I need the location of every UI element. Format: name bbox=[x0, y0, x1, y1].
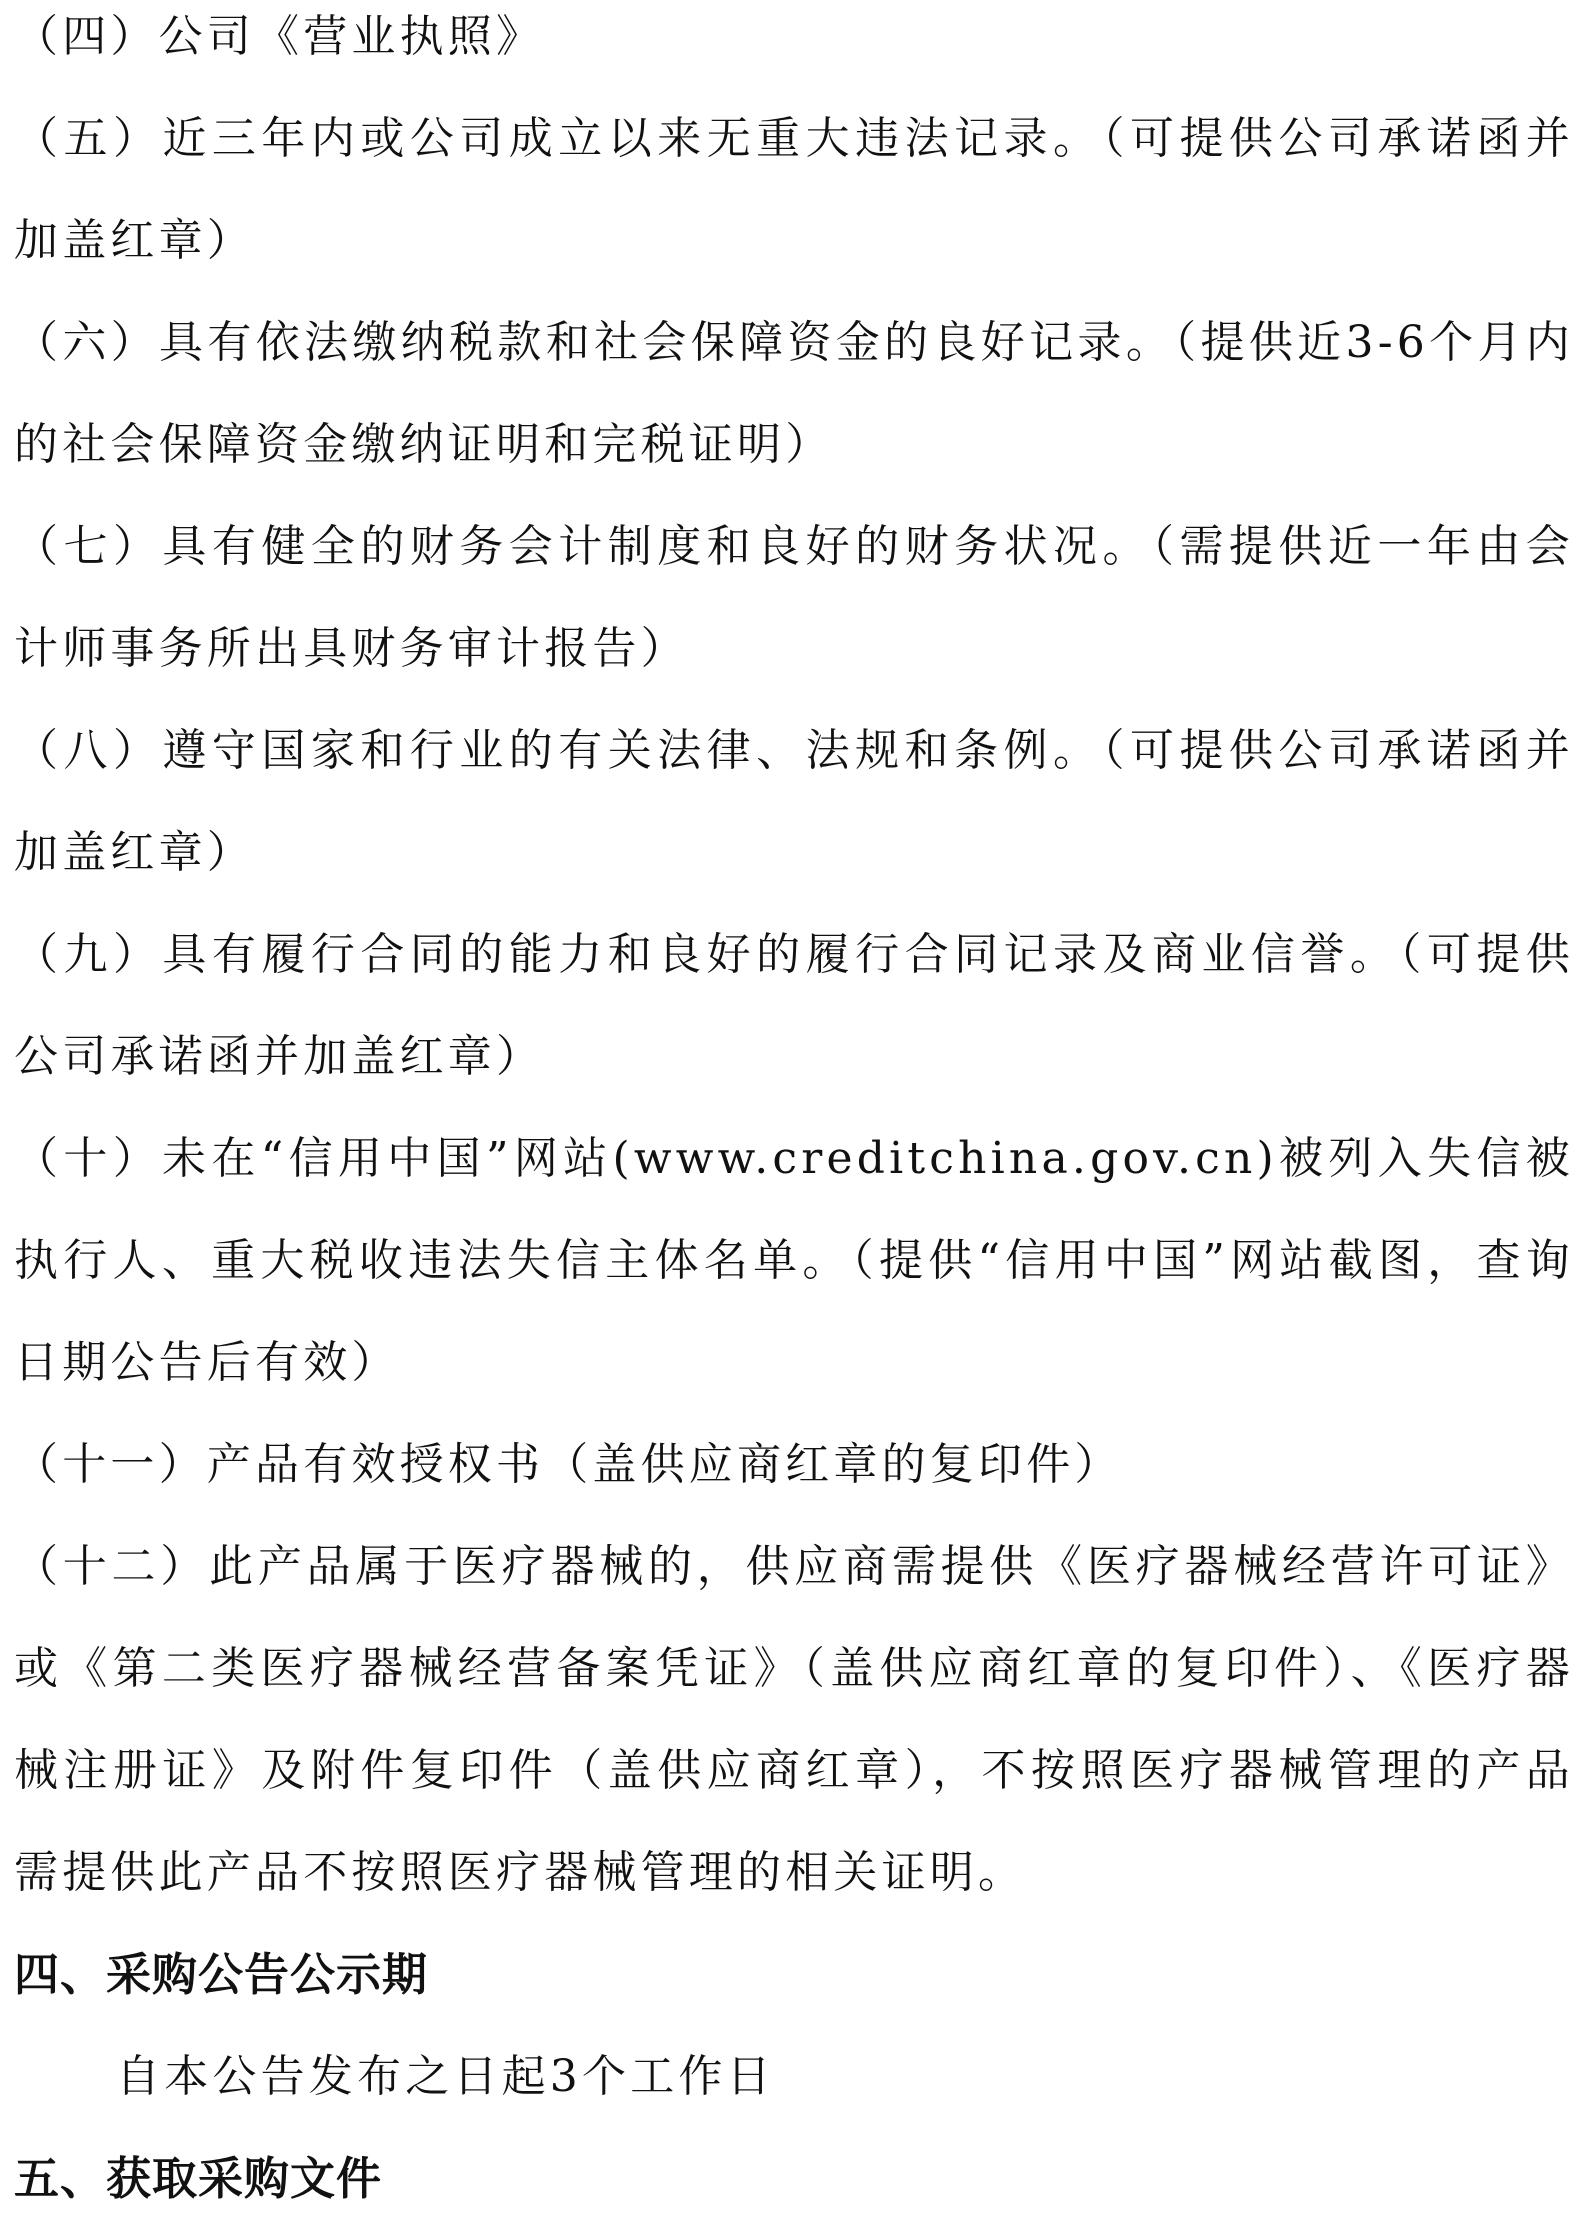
requirement-item-11: （十一）产品有效授权书（盖供应商红章的复印件） bbox=[14, 1439, 1123, 1490]
requirement-item-8: （八）遵守国家和行业的有关法律、法规和条例。（可提供公司承诺函并加盖红章） bbox=[14, 725, 1574, 878]
section-heading-5: 五、获取采购文件 bbox=[14, 2152, 383, 2205]
requirement-item-4: （四）公司《营业执照》 bbox=[14, 11, 545, 62]
section-heading-4: 四、采购公告公示期 bbox=[14, 1948, 429, 2001]
requirement-item-12: （十二）此产品属于医疗器械的，供应商需提供《医疗器械经营许可证》或《第二类医疗器械经营备案凭证》（盖供应商红章的复印件）、《医疗器械注册证》及附件复印件（盖供应商红章），不按照医疗器械管理的产品需提供此产品不按照医疗器械管理的相关证明。 bbox=[14, 1541, 1574, 1898]
requirement-item-6: （六）具有依法缴纳税款和社会保障资金的良好记录。（提供近3-6个月内的社会保障资金缴纳证明和完税证明） bbox=[14, 317, 1574, 470]
document-page bbox=[14, 0, 1574, 2230]
requirement-item-7: （七）具有健全的财务会计制度和良好的财务状况。（需提供近一年由会计师事务所出具财务审计报告） bbox=[14, 521, 1574, 674]
requirement-item-5: （五）近三年内或公司成立以来无重大违法记录。（可提供公司承诺函并加盖红章） bbox=[14, 113, 1574, 266]
requirement-item-10: （十）未在“信用中国”网站(www.creditchina.gov.cn)被列入失信被执行人、重大税收违法失信主体名单。（提供“信用中国”网站截图，查询日期公告后有效） bbox=[14, 1133, 1574, 1388]
requirement-item-9: （九）具有履行合同的能力和良好的履行合同记录及商业信誉。（可提供公司承诺函并加盖红章） bbox=[14, 929, 1574, 1082]
section-4-body: 自本公告发布之日起3个工作日 bbox=[116, 2051, 775, 2102]
